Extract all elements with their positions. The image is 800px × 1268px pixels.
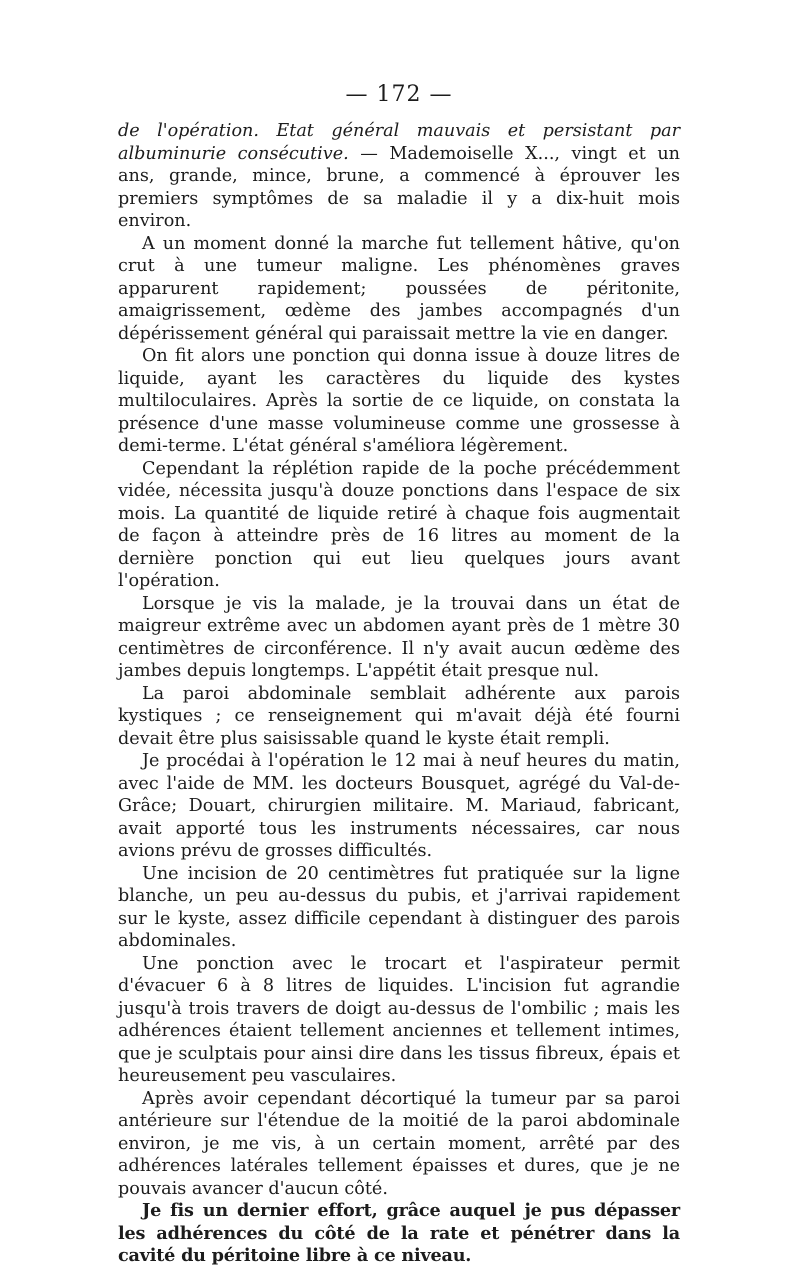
- paragraph: Je procédai à l'opération le 12 mai à neuf heures du matin, avec l'aide de MM. les docteurs Bousquet, agrégé du Val-de-Grâce; Douart, chirurgien militaire. M. Mariaud, fabricant, avait apporté tous les instruments nécessaires, car nous avions prévu de grosses difficultés.: [118, 751, 680, 861]
- page-number: — 172 —: [345, 82, 453, 107]
- paragraph: On fit alors une ponction qui donna issue à douze litres de liquide, ayant les caractères du liquide des kystes multiloculaires. Après la sortie de ce liquide, on constata la présence d'une masse volumineuse comme une grossesse à demi-terme. L'état général s'améliora légèrement.: [118, 346, 680, 456]
- paragraph: Lorsque je vis la malade, je la trouvai dans un état de maigreur extrême avec un abdomen ayant près de 1 mètre 30 centimètres de circonférence. Il n'y avait aucun œdème des jambes depuis longtemps. L'appétit était presque nul.: [118, 593, 680, 681]
- paragraph: Une ponction avec le trocart et l'aspirateur permit d'évacuer 6 à 8 litres de liquides. L'incision fut agrandie jusqu'à trois travers de doigt au-dessus de l'ombilic ; mais les adhérences étaient tellement anciennes et tellement intimes, que je sculptais pour ainsi dire dans les tissus fibreux, épais et heureusement peu vasculaires.: [118, 953, 680, 1086]
- paragraph: A un moment donné la marche fut tellement hâtive, qu'on crut à une tumeur maligne. Les phénomènes graves apparurent rapidement; poussées de péritonite, amaigrissement, œdème des jambes accompagnés d'un dépérissement général qui paraissait mettre la vie en danger.: [118, 233, 680, 344]
- paragraph: La paroi abdominale semblait adhérente aux parois kystiques ; ce renseignement qui m'avait déjà été fourni devait être plus saisissable quand le kyste était rempli.: [118, 683, 680, 749]
- case-heading-italic: de l'opération. Etat général mauvais et persistant par albuminurie consécutive.: [118, 121, 680, 164]
- paragraph: Après avoir cependant décortiqué la tumeur par sa paroi antérieure sur l'étendue de la moitié de la paroi abdominale environ, je me vis, à un certain moment, arrêté par des adhérences latérales tellement épaisses et dures, que je ne pouvais avancer d'aucun côté.: [118, 1088, 680, 1199]
- paragraph: Cependant la réplétion rapide de la poche précédemment vidée, nécessita jusqu'à douze ponctions dans l'espace de six mois. La quantité de liquide retiré à chaque fois augmentait de façon à atteindre près de 16 litres au moment de la dernière ponction qui eut lieu quelques jours avant l'opération.: [118, 458, 680, 591]
- paragraph-case-intro: [118, 120, 680, 233]
- paragraph: Une incision de 20 centimètres fut pratiquée sur la ligne blanche, un peu au-dessus du pubis, et j'arrivai rapidement sur le kyste, assez difficile cependant à distinguer des parois abdominales.: [118, 863, 680, 951]
- book-page: [118, 82, 680, 1268]
- paragraph: Je fis un dernier effort, grâce auquel je pus dépasser les adhérences du côté de la rate et pénétrer dans la cavité du péritoine libre à ce niveau.: [118, 1200, 680, 1266]
- paragraph-text: — Mademoiselle X..., vingt et un ans, grande, mince, brune, a commencé à éprouver les premiers symptômes de sa maladie il y a dix-huit mois environ.: [118, 143, 680, 231]
